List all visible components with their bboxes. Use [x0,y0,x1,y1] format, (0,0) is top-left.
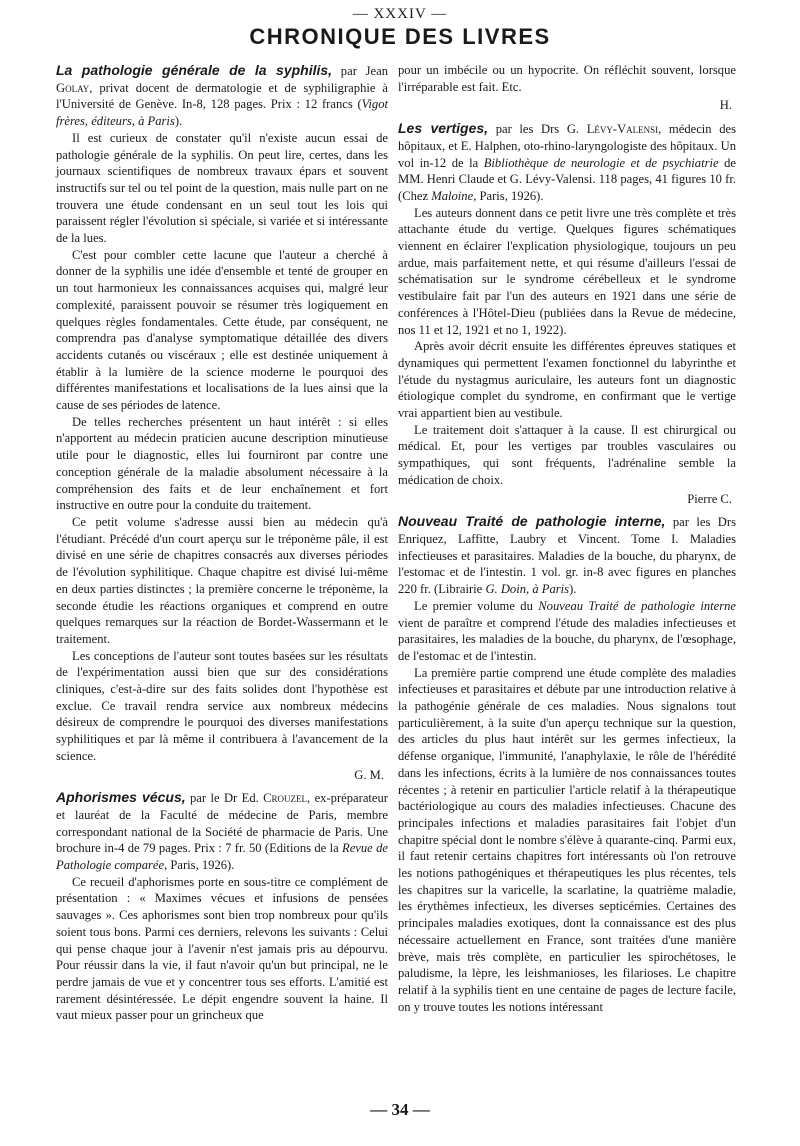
signature: G. M. [354,767,384,782]
review-heading: Nouveau Traité de pathologie interne, par les Drs Enriquez, Laffitte, Laubry et Vincent. Tome I. Maladies infectieuses et parasitaires. Maladies de la bouche, du pharynx, de l'estomac et de l'intestin. 1 vol. gr. in-8 avec figures en planches 220 fr. (Librairie G. Doin, à Paris). [398,513,736,597]
roman-page-number: — XXXIV — [352,6,448,22]
paragraph: Les auteurs donnent dans ce petit livre une très complète et très attachante étude du vertige. Quelques figures schématiques viennent en éclairer l'explication physiologique, toujours un peu ardue, mais parfaitement nette, et qui résume d'ailleurs l'essai de schématisation sur le syndrome cérébelleux et le syndrome vestibulaire fait par l'un des auteurs en 1921 dans une série de conférences à l'Hôtel-Dieu (publiées dans la Revue de médecine, nos 11 et 12, 1921 et no 1, 1922). [398,205,736,337]
paragraph: Après avoir décrit ensuite les différentes épreuves statiques et dynamiques qui permettent l'examen fonctionnel du labyrinthe et l'étude du nystagmus auriculaire, les auteurs font un diagnostic étiologique complet du syndrome, en confirmant que le vertige vrai appartient bien au vestibule. [398,339,736,421]
paragraph-continued: pour un imbécile ou un hypocrite. On réfléchit souvent, lorsque l'irréparable est fait. Etc. [398,63,736,94]
left-column [56,62,388,1024]
paragraph: Le premier volume du Nouveau Traité de pathologie interne vient de paraître et comprend l'étude des maladies infectieuses et parasitaires, les maladies de la bouche, du pharynx, de l'œsophage, de l'estomac et de l'intestin. [398,598,736,663]
paragraph: Il est curieux de constater qu'il n'existe aucun essai de pathologie générale de la syphilis. On peut lire, certes, dans les journaux scientifiques de nombreux travaux épars et souvent instructifs sur tel ou tel point de la question, mais nulle part on ne trouvera une étude condensant en un seul tout les lois qui paraissent régler l'évolution si spéciale, si variée et si intéressante de la lues. [56,130,388,246]
signature: H. [719,98,732,113]
review-heading: La pathologie générale de la syphilis, par Jean Golay, privat docent de dermatologie et de syphiligraphie à l'Université de Genève. In-8, 128 pages. Prix : 12 francs (Vigot frères, éditeurs, à Paris). [56,62,388,129]
review-heading: Aphorismes vécus, par le Dr Ed. Crouzel, ex-préparateur et lauréat de la Faculté de médecine de Paris, membre correspondant national de la Société de pharmacie de Paris. Une brochure in-4 de 79 pages. Prix : 7 fr. 50 (Editions de la Revue de Pathologie comparée, Paris, 1926). [56,789,388,873]
paragraph: Le traitement doit s'attaquer à la cause. Il est chirurgical ou médical. Et, pour les vertiges par troubles vasculaires ou sympathiques, qui sont fréquents, l'adrénaline semble la médication de choix. [398,422,736,487]
paragraph: Ce petit volume s'adresse aussi bien au médecin qu'à l'étudiant. Précédé d'un court aperçu sur le tréponème pâle, il est divisé en une série de chapitres consacrés aux diverses périodes de l'évolution syphilitique. Chaque chapitre est divisé lui-même en deux parties distinctes ; la première concerne le tréponème, la seconde étudie les réactions organiques et comprend en outre quelques remarques sur la réaction de Bordet-Wassermann et le traitement. [56,514,388,646]
page-number: — 34 — [370,1100,430,1119]
right-column [398,62,736,1015]
paragraph: C'est pour combler cette lacune que l'auteur a cherché à donner de la syphilis une idée d'ensemble et tenté de grouper en un tout harmonieux les connaissances acquises qui, malgré leur complexité, paraissent pouvoir se résumer très logiquement en quelques règles fondamentales. Cette étude, par conséquent, ne comprendra pas d'analyse symptomatique détaillée des divers accidents cutanés ou viscéraux ; elle est destinée uniquement à établir à la lumière de la science moderne le pourquoi des différentes manifestations et localisations de la lues ainsi que la cause de ses périodes de latence. [56,247,388,413]
paragraph: La première partie comprend une étude complète des maladies infectieuses et parasitaires et débute par une introduction relative à la pathogénie générale de ces maladies. Nous signalons tout particulièrement, à la suite d'un aperçu technique sur la question, des articles du plus haut intérêt sur les germes infectieux, la défense organique, l'immunité, l'anaphylaxie, le rôle de l'hérédité dans les infections, écrits à la lumière de nos connaissances toutes récentes ; à retenir en particulier l'article relatif à la thérapeutique bactériologique au cours des maladies infectieuses. Chacune des principales infections et maladies parasitaires fait l'objet d'un chapitre spécial dont le nombre s'élève à quarante-cinq. Parmi eux, il faut retenir certains chapitres fort intéressants où l'on retrouve les notions pathogéniques et thérapeutiques les plus récentes, tels les chapitres sur la varicelle, la scarlatine, la quatrième maladie, les érythèmes infectieux, les diverses septicémies. Certaines des principales maladies exotiques, dont la connaissance est des plus nécessaire actuellement en France, sont traitées d'une manière brève, mais très complète, en particulier les spirochétoses, le paludisme, la lèpre, les leishmanioses, les filarioses. Le chapitre relatif à la syphilis tient en une centaine de pages de lecture facile, on y trouve toutes les notions intéressant [398,665,736,1014]
paragraph: De telles recherches présentent un haut intérêt : si elles n'apportent au médecin praticien aucune description minutieuse utile pour le diagnostic, elles lui fourniront par contre une conception générale de la maladie absolument nécessaire à la compréhension des faits et de leur enchaînement et fort instructive en outre pour la conduite du traitement. [56,414,388,513]
page-header [0,6,800,50]
paragraph: Ce recueil d'aphorismes porte en sous-titre ce complément de présentation : « Maximes vécues et infusions de pensées sauvages ». Ces aphorismes sont bien trop nombreux pour qu'ils soient tous bons. Parmi ces derniers, relevons les suivants : Celui qui pense chaque jour à l'avenir n'est jamais pris au dépourvu. Pour réussir dans la vie, il faut n'avoir qu'un but principal, ne le perdre jamais de vue et y concentrer tous ses efforts. L'amitié est rarement désintéressée. Le dépit engendre souvent la haine. Il vaut mieux passer pour un grincheux que [56,874,388,1023]
review-heading: Les vertiges, par les Drs G. Lévy-Valensi, médecin des hôpitaux, et E. Halphen, oto-rhino-laryngologiste des hôpitaux. Un vol in-12 de la Bibliothèque de neurologie et de psychiatrie de MM. Henri Claude et G. Lévy-Valensi. 118 pages, 41 figures 10 fr. (Chez Maloine, Paris, 1926). [398,120,736,203]
paragraph: Les conceptions de l'auteur sont toutes basées sur les résultats de l'expérimentation aussi bien que sur des considérations cliniques, c'est-à-dire sur des faits solides dont l'hypothèse est exclue. Ce travail rendra service aux nombreux médecins désireux de comprendre le pourquoi des diverses manifestations syphilitiques et par là même il contribuera à l'avancement de la science. [56,648,388,763]
signature: Pierre C. [687,491,732,506]
section-title: CHRONIQUE DES LIVRES [249,24,551,49]
